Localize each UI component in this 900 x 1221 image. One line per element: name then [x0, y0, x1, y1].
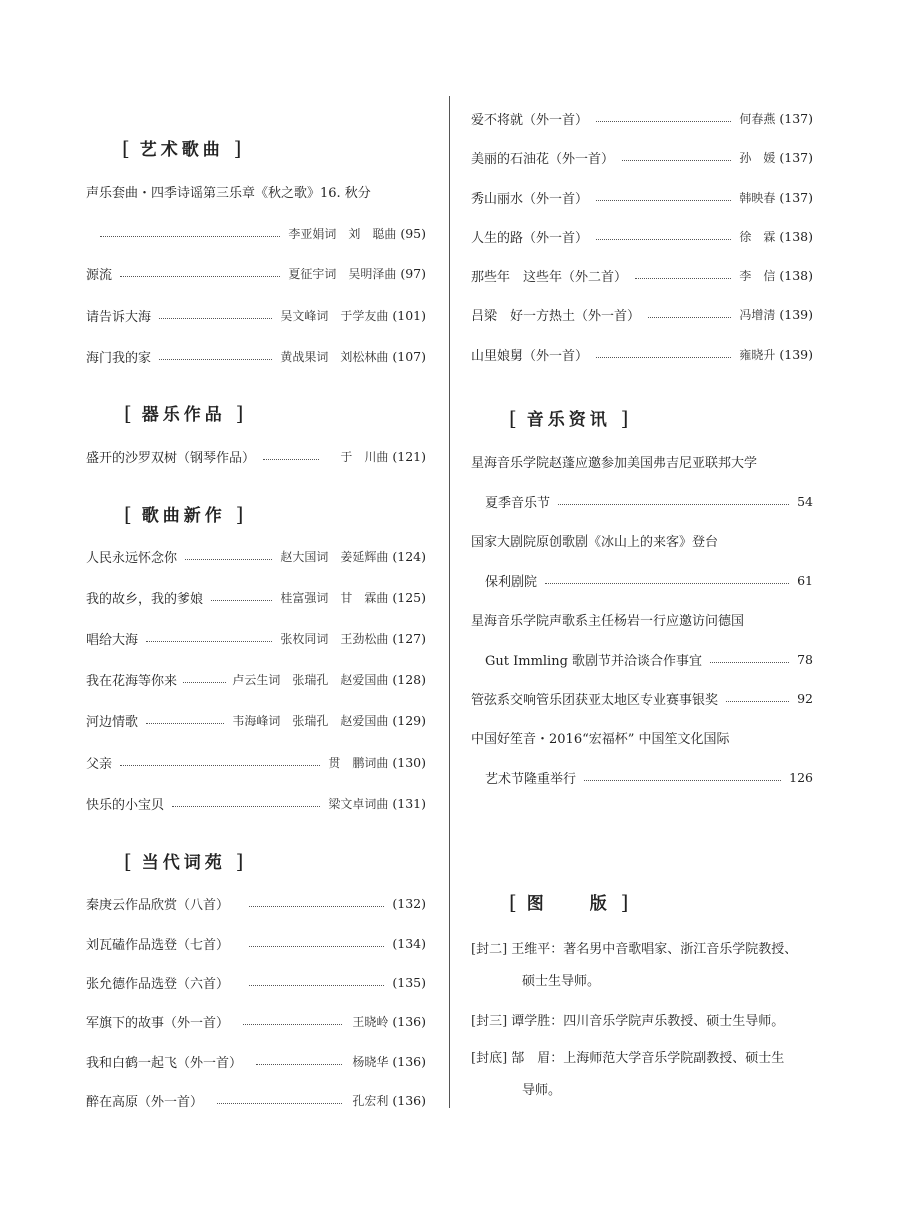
plate-caption-back-cover: [封底] 郜 眉：上海师范大学音乐学院副教授、硕士生 [471, 1051, 785, 1066]
toc-entry[interactable]: 父亲 贯 鹏词曲 (130) [86, 754, 426, 772]
news-title[interactable]: 国家大剧院原创歌剧《冰山上的来客》登台 [471, 535, 719, 550]
toc-entry[interactable]: 海门我的家 黄战果词 刘松林曲 (107) [86, 348, 426, 366]
toc-entry[interactable]: 吕梁 好一方热土（外一首） 冯增清 (139) [471, 306, 813, 324]
plate-caption-back-cover-cont: 导师。 [522, 1083, 562, 1098]
news-entry[interactable]: 艺术节隆重举行 126 [485, 769, 813, 787]
toc-entry[interactable]: 山里娘舅（外一首） 雍晓升 (139) [471, 346, 813, 364]
toc-entry[interactable]: 我在花海等你来 卢云生词 张瑞孔 赵爱国曲 (128) [86, 671, 426, 689]
toc-entry[interactable]: 刘瓦磕作品选登（七首） (134) [86, 935, 426, 953]
news-title[interactable]: 星海音乐学院赵蓬应邀参加美国弗吉尼亚联邦大学 [471, 456, 758, 471]
toc-entry[interactable]: 源流 夏征宇词 吴明泽曲 (97) [86, 265, 426, 283]
toc-entry[interactable]: 河边情歌 韦海峰词 张瑞孔 赵爱国曲 (129) [86, 712, 426, 730]
toc-entry[interactable]: 盛开的沙罗双树（钢琴作品） 于 川曲 (121) [86, 448, 426, 466]
toc-entry[interactable]: 秀山丽水（外一首） 韩映春 (137) [471, 189, 813, 207]
toc-entry[interactable]: 人生的路（外一首） 徐 霖 (138) [471, 228, 813, 246]
news-entry[interactable]: 保利剧院 61 [485, 572, 813, 590]
section-heading-art-songs: [ 艺术歌曲 ] [122, 136, 242, 160]
toc-entry[interactable]: 我和白鹤一起飞（外一首） 杨晓华 (136) [86, 1053, 426, 1071]
toc-entry[interactable]: 我的故乡，我的爹娘 桂富强词 甘 霖曲 (125) [86, 589, 426, 607]
news-entry[interactable]: 夏季音乐节 54 [485, 493, 813, 511]
news-title[interactable]: 中国好笙音・2016“宏福杯” 中国笙文化国际 [471, 732, 730, 747]
toc-entry[interactable]: 醉在高原（外一首） 孔宏利 (136) [86, 1092, 426, 1110]
page-number: (95) [400, 225, 426, 241]
suite-entry[interactable] [100, 222, 426, 244]
toc-entry[interactable]: 请告诉大海 吴文峰词 于学友曲 (101) [86, 307, 426, 325]
toc-entry[interactable]: 快乐的小宝贝 梁文卓词曲 (131) [86, 795, 426, 813]
section-heading-plates: [ 图 版 ] [509, 890, 629, 914]
news-title[interactable]: 星海音乐学院声歌系主任杨岩一行应邀访问德国 [471, 614, 745, 629]
section-heading-instrumental: [ 器乐作品 ] [124, 401, 244, 425]
plate-caption-inside-back: [封三] 谭学胜：四川音乐学院声乐教授、硕士生导师。 [471, 1014, 785, 1029]
plate-caption-inside-front-cont: 硕士生导师。 [522, 974, 601, 989]
toc-entry[interactable]: 秦庚云作品欣赏（八首） (132) [86, 895, 426, 913]
toc-entry[interactable]: 那些年 这些年（外二首） 李 信 (138) [471, 267, 813, 285]
toc-entry[interactable]: 人民永远怀念你 赵大国词 姜延辉曲 (124) [86, 548, 426, 566]
section-heading-new-songs: [ 歌曲新作 ] [124, 502, 244, 526]
news-entry[interactable]: Gut Immling 歌剧节并洽谈合作事宜 78 [485, 651, 813, 669]
plate-caption-inside-front: [封二] 王维平：著名男中音歌唱家、浙江音乐学院教授、 [471, 942, 798, 957]
toc-entry[interactable]: 张允德作品选登（六首） (135) [86, 974, 426, 992]
suite-title[interactable]: 声乐套曲・四季诗谣第三乐章《秋之歌》16. 秋分 [86, 186, 371, 201]
news-entry[interactable]: 管弦系交响管乐团获亚太地区专业赛事银奖 92 [471, 690, 813, 708]
toc-entry[interactable]: 军旗下的故事（外一首） 王晓岭 (136) [86, 1013, 426, 1031]
column-divider [449, 96, 450, 1108]
author: 李亚娟词 刘 聪曲 [288, 226, 397, 241]
toc-entry[interactable]: 美丽的石油花（外一首） 孙 媛 (137) [471, 149, 813, 167]
toc-entry[interactable]: 唱给大海 张枚同词 王劲松曲 (127) [86, 630, 426, 648]
section-heading-contemporary-lyrics: [ 当代词苑 ] [124, 849, 244, 873]
toc-entry[interactable]: 爱不将就（外一首） 何春燕 (137) [471, 110, 813, 128]
section-heading-music-news: [ 音乐资讯 ] [509, 406, 629, 430]
